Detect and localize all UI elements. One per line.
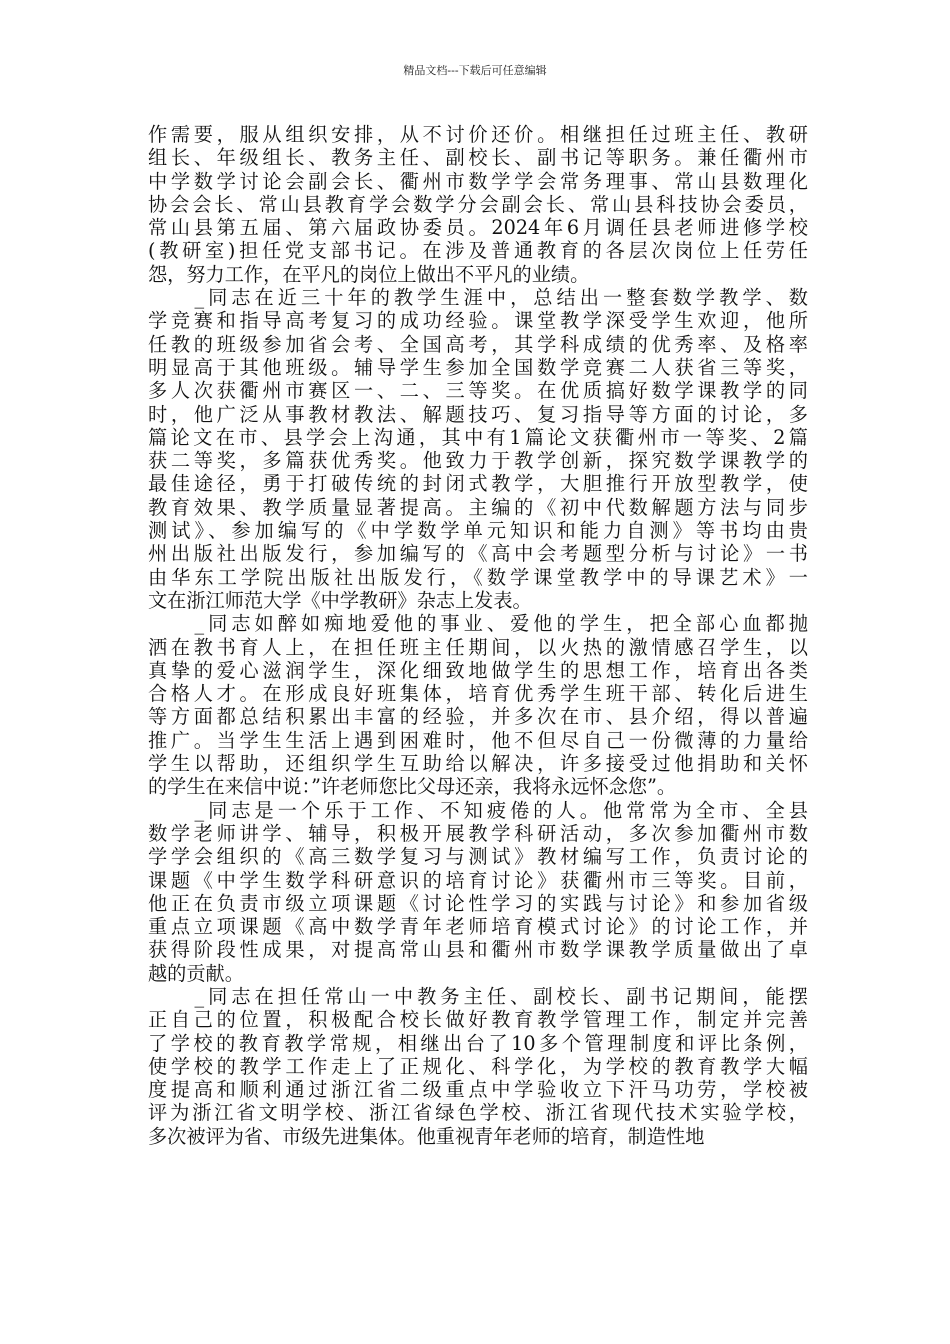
paragraph-line: _同志在担任常山一中教务主任、副校长、副书记期间，能摆 — [148, 984, 808, 1008]
paragraph-line: (教研室)担任党支部书记。在涉及普通教育的各层次岗位上任劳任 — [148, 239, 808, 263]
paragraph-line: 州出版社出版发行，参加编写的《高中会考题型分析与讨论》一书 — [148, 542, 808, 566]
paragraph-line: 度提高和顺利通过浙江省二级重点中学验收立下汗马功劳，学校被 — [148, 1078, 808, 1102]
paragraph-line: 最佳途径，勇于打破传统的封闭式教学，大胆推行开放型教学，使 — [148, 472, 808, 496]
paragraph — [148, 123, 808, 286]
paragraph-line: 学竞赛和指导高考复习的成功经验。课堂教学深受学生欢迎，他所 — [148, 309, 808, 333]
paragraph-line: 怨，努力工作，在平凡的岗位上做出不平凡的业绩。 — [148, 262, 590, 286]
paragraph — [148, 612, 808, 798]
paragraph-line: 篇论文在市、县学会上沟通，其中有1篇论文获衢州市一等奖、2篇 — [148, 425, 808, 449]
paragraph-line: 由华东工学院出版社出版发行，《数学课堂教学中的导课艺术》一 — [148, 565, 808, 589]
paragraph-line: 作需要，服从组织安排，从不讨价还价。相继担任过班主任、教研 — [148, 123, 808, 146]
paragraph-line: 组长、年级组长、教务主任、副校长、副书记等职务。兼任衢州市 — [148, 146, 808, 170]
paragraph-line: 时，他广泛从事教材教法、解题技巧、复习指导等方面的讨论，多 — [148, 402, 808, 426]
paragraph-line: _同志如醉如痴地爱他的事业、爱他的学生，把全部心血都抛 — [148, 612, 808, 636]
paragraph-line: 常山县第五届、第六届政协委员。2024年6月调任县老师进修学校 — [148, 216, 808, 240]
paragraph-line: 中学数学讨论会副会长、衢州市数学学会常务理事、常山县数理化 — [148, 169, 808, 193]
paragraph-line: _同志在近三十年的教学生涯中，总结出一整套数学教学、数 — [148, 286, 808, 310]
paragraph-line: 他正在负责市级立项课题《讨论性学习的实践与讨论》和参加省级 — [148, 891, 808, 915]
paragraph-line: 教育效果、教学质量显著提高。主编的《初中代数解题方法与同步 — [148, 495, 808, 519]
paragraph-line: 课题《中学生数学科研意识的培育讨论》获衢州市三等奖。目前， — [148, 868, 808, 892]
paragraph-line: 学生以帮助，还组织学生互助给以解决，许多接受过他捐助和关怀 — [148, 752, 808, 776]
document-body — [148, 123, 808, 1148]
paragraph-line: 重点立项课题《高中数学青年老师培育模式讨论》的讨论工作，并 — [148, 915, 808, 939]
paragraph-line: _同志是一个乐于工作、不知疲倦的人。他常常为全市、全县 — [148, 798, 808, 822]
paragraph-line: 获二等奖，多篇获优秀奖。他致力于教学创新，探究数学课教学的 — [148, 449, 808, 473]
paragraph-line: 协会会长、常山县教育学会数学分会副会长、常山县科技协会委员， — [148, 192, 808, 216]
paragraph-line: 了学校的教育教学常规，相继出台了10多个管理制度和评比条例， — [148, 1031, 808, 1055]
paragraph-line: 越的贡献。 — [148, 961, 244, 985]
paragraph-line: 使学校的教学工作走上了正规化、科学化，为学校的教育教学大幅 — [148, 1054, 808, 1078]
paragraph-line: 学学会组织的《高三数学复习与测试》教材编写工作，负责讨论的 — [148, 845, 808, 869]
paragraph — [148, 799, 808, 985]
paragraph-line: 推广。当学生生活上遇到困难时，他不但尽自己一份微薄的力量给 — [148, 728, 808, 752]
paragraph-line: 洒在教书育人上，在担任班主任期间，以火热的激情感召学生，以 — [148, 635, 808, 659]
paragraph-line: 任教的班级参加省会考、全国高考，其学科成绩的优秀率、及格率 — [148, 332, 808, 356]
paragraph-line: 合格人才。在形成良好班集体，培育优秀学生班干部、转化后进生 — [148, 682, 808, 706]
page-header: 精品文档---下载后可任意编辑 — [403, 64, 547, 77]
paragraph — [148, 286, 808, 612]
paragraph-line: 多次被评为省、市级先进集体。他重视青年老师的培育，制造性地 — [148, 1124, 705, 1148]
paragraph-line: 真挚的爱心滋润学生，深化细致地做学生的思想工作，培育出各类 — [148, 658, 808, 682]
paragraph-line: 测试》、参加编写的《中学数学单元知识和能力自测》等书均由贵 — [148, 519, 808, 543]
paragraph-line: 数学老师讲学、辅导，积极开展教学科研活动，多次参加衢州市数 — [148, 821, 808, 845]
paragraph-line: 正自己的位置，积极配合校长做好教育教学管理工作，制定并完善 — [148, 1008, 808, 1032]
paragraph-line: 获得阶段性成果，对提高常山县和衢州市数学课教学质量做出了卓 — [148, 938, 808, 962]
paragraph-line: 多人次获衢州市赛区一、二、三等奖。在优质搞好数学课教学的同 — [148, 379, 808, 403]
paragraph — [148, 985, 808, 1148]
paragraph-line: 明显高于其他班级。辅导学生参加全国数学竞赛二人获省三等奖， — [148, 355, 808, 379]
paragraph-line: 文在浙江师范大学《中学教研》杂志上发表。 — [148, 588, 532, 612]
paragraph-line: 的学生在来信中说：”许老师您比父母还亲，我将永远怀念您”。 — [148, 775, 677, 799]
paragraph-line: 等方面都总结积累出丰富的经验，并多次在市、县介绍，得以普遍 — [148, 705, 808, 729]
paragraph-line: 评为浙江省文明学校、浙江省绿色学校、浙江省现代技术实验学校， — [148, 1101, 808, 1125]
